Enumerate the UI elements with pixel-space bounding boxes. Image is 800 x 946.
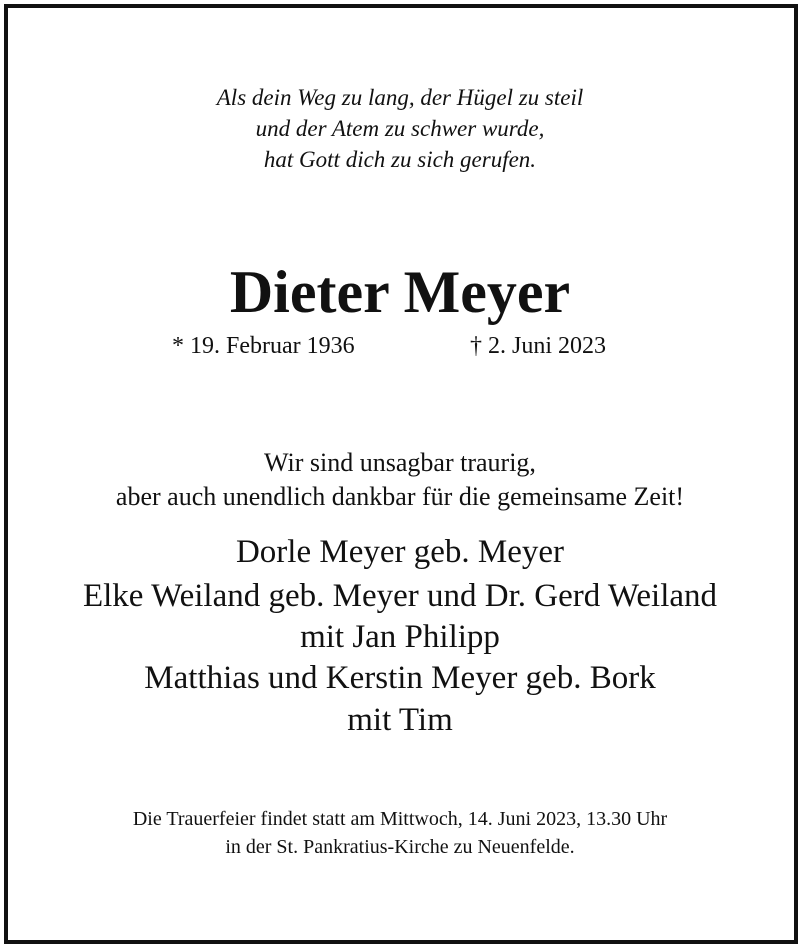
- birth-date: * 19. Februar 1936: [172, 333, 355, 359]
- message-line-1: Wir sind unsagbar traurig,: [264, 448, 536, 477]
- verse-line-3: hat Gott dich zu sich gerufen.: [263, 147, 537, 172]
- mourner-line-3: mit Jan Philipp: [300, 619, 500, 655]
- deceased-name: Dieter Meyer: [229, 259, 571, 325]
- mourner-line-5: mit Tim: [347, 702, 453, 738]
- ceremony-line-2: in der St. Pankratius-Kirche zu Neuenfelde.: [225, 836, 575, 858]
- ceremony-line-1: Die Trauerfeier findet statt am Mittwoch, 14. Juni 2023, 13.30 Uhr: [132, 808, 668, 830]
- message-line-2: aber auch unendlich dankbar für die gemeinsame Zeit!: [115, 482, 685, 511]
- mourner-line-2: Elke Weiland geb. Meyer und Dr. Gerd Weiland: [82, 578, 718, 614]
- mourner-line-4: Matthias und Kerstin Meyer geb. Bork: [144, 660, 656, 696]
- death-date: † 2. Juni 2023: [470, 333, 607, 359]
- mourner-line-1: Dorle Meyer geb. Meyer: [235, 534, 565, 570]
- verse-line-1: Als dein Weg zu lang, der Hügel zu steil: [216, 85, 584, 110]
- verse-line-2: und der Atem zu schwer wurde,: [255, 116, 545, 141]
